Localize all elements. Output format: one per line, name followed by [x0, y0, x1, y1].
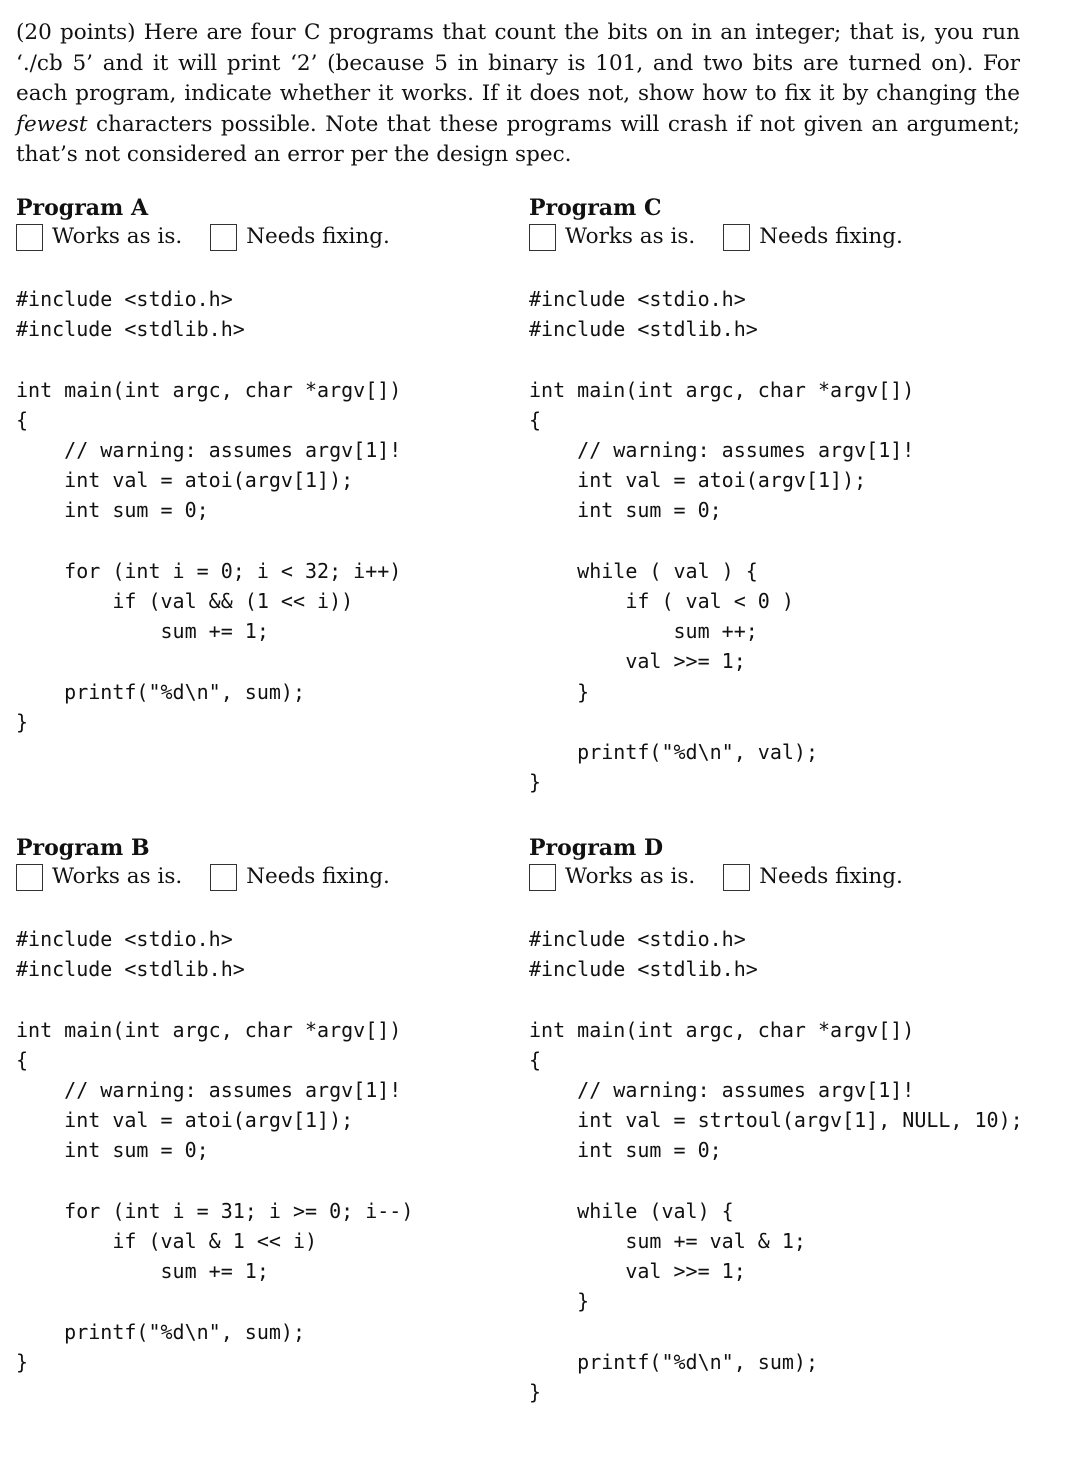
- program-c-works-checkbox[interactable]: [529, 224, 556, 251]
- program-c-needs-fixing-checkbox[interactable]: [723, 224, 750, 251]
- program-a-needs-fixing-label: Needs fixing.: [246, 224, 390, 249]
- question-emphasis: fewest: [16, 111, 88, 137]
- program-a-title: Program A: [16, 195, 149, 221]
- program-b-needs-fixing-checkbox[interactable]: [210, 864, 237, 891]
- question-prompt: [0, 18, 1020, 171]
- program-a-needs-fixing-checkbox[interactable]: [210, 224, 237, 251]
- program-b-choices: [16, 862, 556, 892]
- program-a-works-checkbox[interactable]: [16, 224, 43, 251]
- program-d-needs-fixing-checkbox[interactable]: [723, 864, 750, 891]
- program-d-choices: [529, 862, 1069, 892]
- program-a-works-choice[interactable]: [16, 222, 182, 252]
- program-c-title: Program C: [529, 195, 662, 221]
- program-a-works-label: Works as is.: [52, 224, 183, 249]
- program-d-works-choice[interactable]: [529, 862, 695, 892]
- program-a-code: #include <stdio.h> #include <stdlib.h> int main(int argc, char *argv[]) { // warning: assumes argv[1]! int val = atoi(argv[1]); int sum = 0; for (int i = 0; i < 32; i++) if (val && (1 << i)) sum += 1; printf("%d\n", sum); }: [16, 287, 402, 734]
- program-d-needs-fixing-choice[interactable]: [723, 862, 903, 892]
- program-c: [529, 194, 1069, 797]
- program-d: [529, 834, 1069, 1407]
- program-b-needs-fixing-choice[interactable]: [210, 862, 390, 892]
- question-text-main: (20 points) Here are four C programs that count the bits on in an integer; that is, you run ‘./cb 5’ and it will print ‘2’ (because 5 in binary is 101, and two bits are turned on). For each program, indicate whether it works. If it does not, show how to fix it by changing the: [16, 20, 1020, 106]
- program-b-needs-fixing-label: Needs fixing.: [246, 864, 390, 889]
- question-text: [0, 18, 1020, 171]
- program-c-needs-fixing-choice[interactable]: [723, 222, 903, 252]
- program-a: [16, 194, 556, 737]
- program-c-choices: [529, 222, 1069, 252]
- program-d-works-checkbox[interactable]: [529, 864, 556, 891]
- program-b: [16, 834, 556, 1377]
- program-a-needs-fixing-choice[interactable]: [210, 222, 390, 252]
- program-c-works-label: Works as is.: [565, 224, 696, 249]
- program-b-works-choice[interactable]: [16, 862, 182, 892]
- program-d-title: Program D: [529, 835, 664, 861]
- program-a-choices: [16, 222, 556, 252]
- question-text-after: characters possible. Note that these programs will crash if not given an argument; that’s not considered an error per the design spec.: [16, 111, 1020, 167]
- program-c-works-choice[interactable]: [529, 222, 695, 252]
- program-b-works-checkbox[interactable]: [16, 864, 43, 891]
- program-d-works-label: Works as is.: [565, 864, 696, 889]
- program-c-code: #include <stdio.h> #include <stdlib.h> int main(int argc, char *argv[]) { // warning: assumes argv[1]! int val = atoi(argv[1]); int sum = 0; while ( val ) { if ( val < 0 ) sum ++; val >>= 1; } printf("%d\n", val); }: [529, 287, 915, 795]
- program-b-code: #include <stdio.h> #include <stdlib.h> int main(int argc, char *argv[]) { // warning: assumes argv[1]! int val = atoi(argv[1]); int sum = 0; for (int i = 31; i >= 0; i--) if (val & 1 << i) sum += 1; printf("%d\n", sum); }: [16, 927, 414, 1374]
- program-b-works-label: Works as is.: [52, 864, 183, 889]
- program-c-needs-fixing-label: Needs fixing.: [759, 224, 903, 249]
- program-d-code: #include <stdio.h> #include <stdlib.h> int main(int argc, char *argv[]) { // warning: assumes argv[1]! int val = strtoul(argv[1], NULL, 10); int sum = 0; while (val) { sum += val & 1; val >>= 1; } printf("%d\n", sum); }: [529, 927, 1023, 1405]
- program-d-needs-fixing-label: Needs fixing.: [759, 864, 903, 889]
- program-b-title: Program B: [16, 835, 150, 861]
